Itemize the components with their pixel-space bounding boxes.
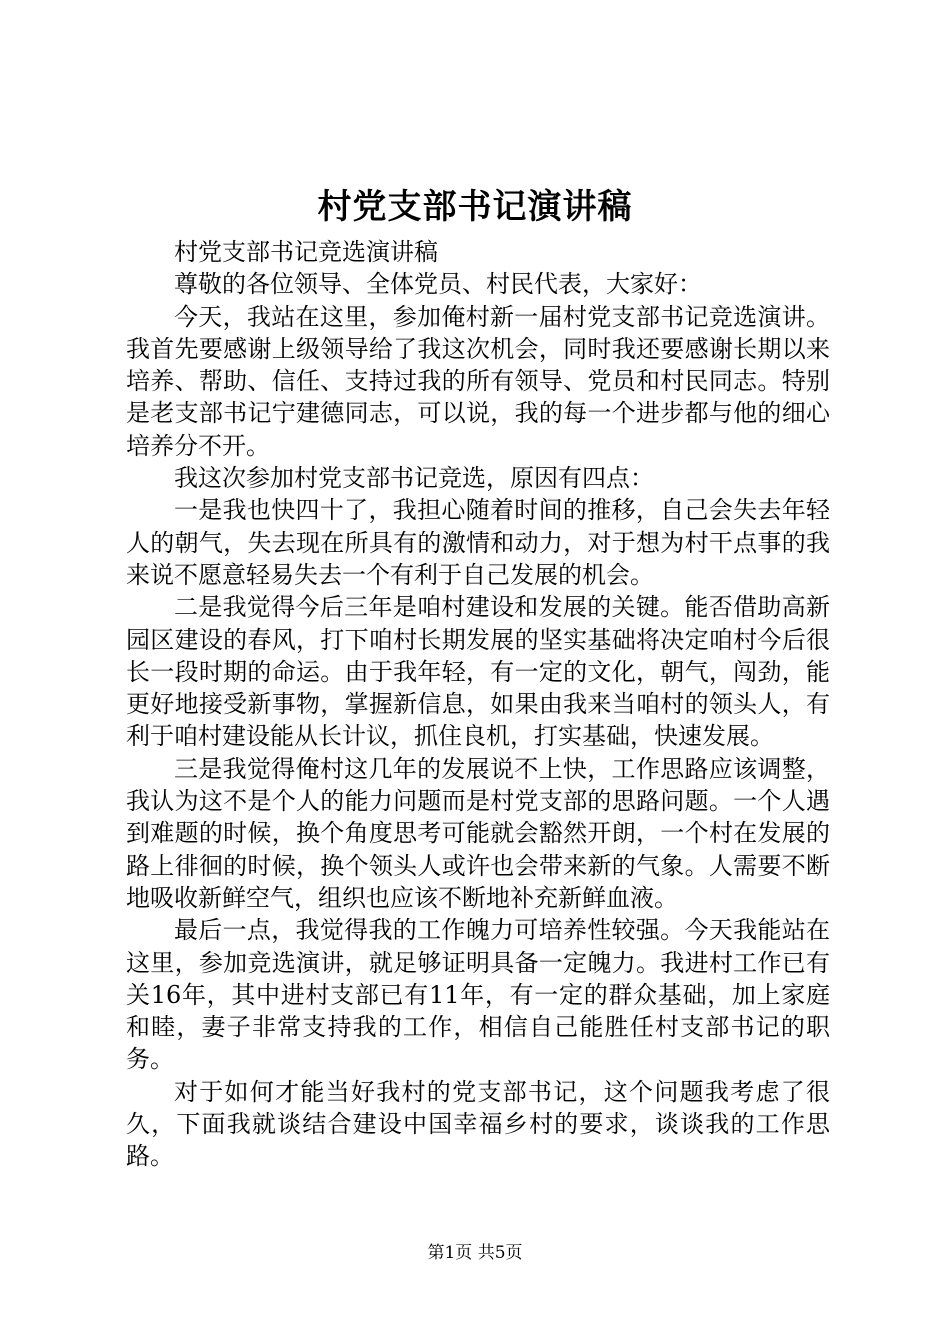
paragraph-reason-two: 二是我觉得今后三年是咱村建设和发展的关键。能否借助高新园区建设的春风，打下咱村长期发展的坚实基础将决定咱村今后很长一段时期的命运。由于我年轻，有一定的文化，朝气，闯劲，能更好地接受新事物，掌握新信息，如果由我来当咱村的领头人，有利于咱村建设能从长计议，抓住良机，打实基础，快速发展。 — [126, 593, 830, 751]
document-title: 村党支部书记演讲稿 — [317, 187, 633, 227]
paragraph-reasons-lead: 我这次参加村党支部书记竞选，原因有四点： — [174, 464, 654, 493]
paragraph-greeting: 尊敬的各位领导、全体党员、村民代表，大家好： — [174, 270, 702, 299]
paragraph-intro: 今天，我站在这里，参加俺村新一届村党支部书记竞选演讲。我首先要感谢上级领导给了我这次机会，同时我还要感谢长期以来培养、帮助、信任、支持过我的所有领导、党员和村民同志。特别是老支部书记宁建德同志，可以说，我的每一个进步都与他的细心培养分不开。 — [126, 302, 830, 460]
paragraph-subtitle: 村党支部书记竞选演讲稿 — [174, 238, 438, 266]
paragraph-reason-four: 最后一点，我觉得我的工作魄力可培养性较强。今天我能站在这里，参加竞选演讲，就足够证明具备一定魄力。我进村工作已有关16年，其中进村支部已有11年，有一定的群众基础，加上家庭和睦，妻子非常支持我的工作，相信自己能胜任村支部书记的职务。 — [126, 916, 830, 1074]
paragraph-reason-one: 一是我也快四十了，我担心随着时间的推移，自己会失去年轻人的朝气，失去现在所具有的激情和动力，对于想为村干点事的我来说不愿意轻易失去一个有利于自己发展的机会。 — [126, 496, 830, 589]
paragraph-reason-three: 三是我觉得俺村这几年的发展说不上快，工作思路应该调整，我认为这不是个人的能力问题而是村党支部的思路问题。一个人遇到难题的时候，换个角度思考可能就会豁然开朗，一个村在发展的路上徘徊的时候，换个领头人或许也会带来新的气象。人需要不断地吸收新鲜空气，组织也应该不断地补充新鲜血液。 — [126, 754, 830, 912]
document-body — [126, 236, 830, 1173]
page-footer: 第1页 共5页 — [427, 1243, 523, 1263]
paragraph-work-plan: 对于如何才能当好我村的党支部书记，这个问题我考虑了很久，下面我就谈结合建设中国幸福乡村的要求，谈谈我的工作思路。 — [126, 1077, 830, 1171]
